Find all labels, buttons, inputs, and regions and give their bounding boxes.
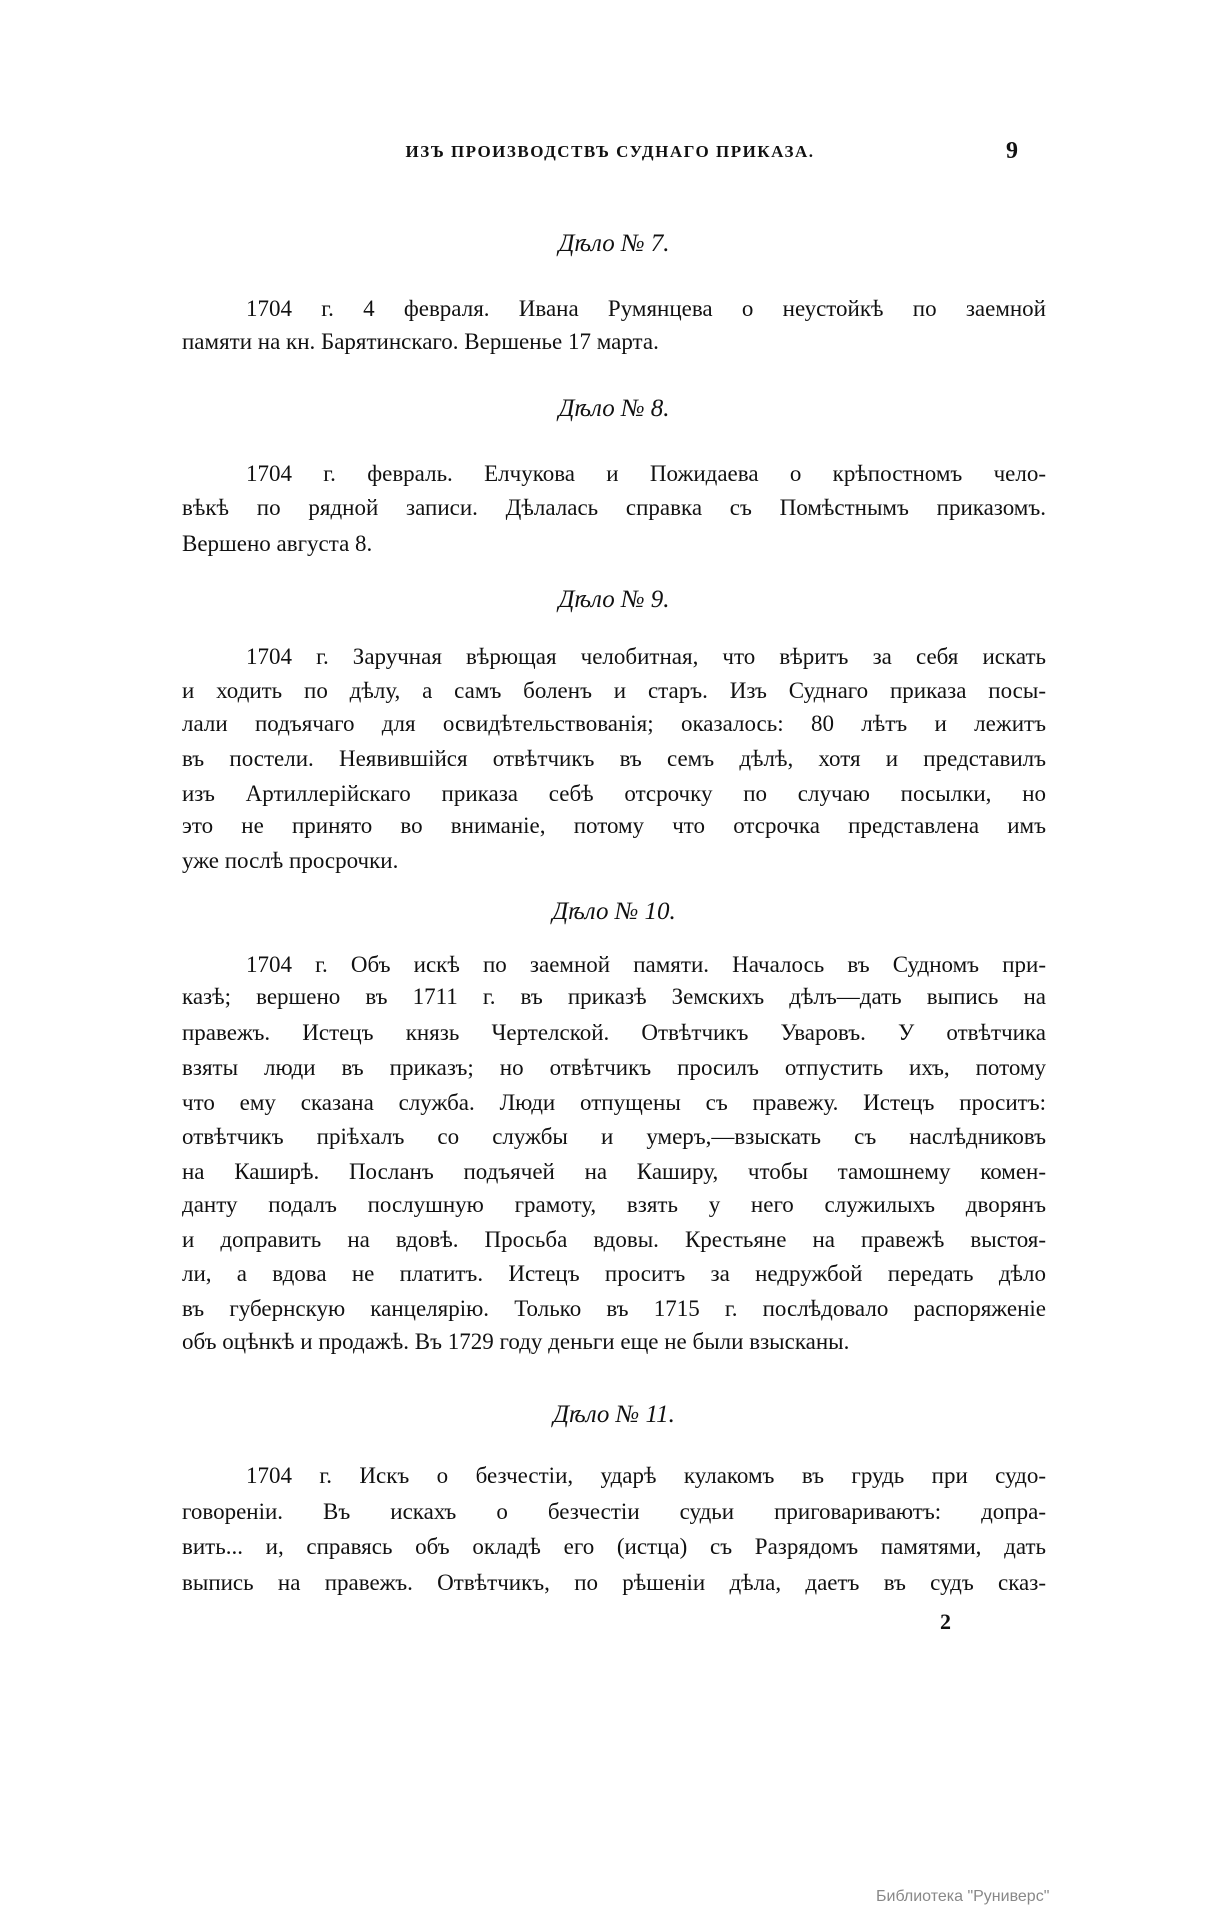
text-line: казѣ; вершено въ 1711 г. въ приказѣ Земскихъ дѣлъ—дать выпись на — [182, 984, 1046, 1009]
text-line: 1704 г. 4 февраля. Ивана Румянцева о неустойкѣ по заемной — [246, 296, 1046, 321]
text-line: изъ Артиллерійскаго приказа себѣ отсрочку по случаю посылки, но — [182, 781, 1046, 806]
text-line: вить... и, справясь объ окладѣ его (истца) съ Разрядомъ памятями, дать — [182, 1534, 1046, 1559]
text-line: правежъ. Истецъ князь Чертелской. Отвѣтчикъ Уваровъ. У отвѣтчика — [182, 1020, 1046, 1045]
text-line: что ему сказана служба. Люди отпущены съ правежу. Истецъ проситъ: — [182, 1090, 1046, 1115]
signature-mark: 2 — [940, 1609, 951, 1634]
text-line: и доправить на вдовѣ. Просьба вдовы. Крестьяне на правежѣ выстоя- — [182, 1227, 1046, 1252]
text-line: это не принято во вниманіе, потому что отсрочка представлена имъ — [182, 813, 1046, 838]
text-line: отвѣтчикъ пріѣхалъ со службы и умеръ,—взыскать съ наслѣдниковъ — [182, 1124, 1046, 1149]
text-line: выпись на правежъ. Отвѣтчикъ, по рѣшеніи дѣла, даетъ въ судъ сказ- — [182, 1570, 1046, 1595]
case-heading: Дѣло № 7. — [558, 230, 670, 257]
page-number: 9 — [1006, 138, 1018, 164]
case-heading: Дѣло № 10. — [552, 898, 676, 925]
case-heading: Дѣло № 9. — [558, 586, 670, 613]
text-line: 1704 г. Искъ о безчестіи, ударѣ кулакомъ въ грудь при судо- — [246, 1463, 1046, 1488]
watermark: Библиотека "Руниверс" — [876, 1888, 1050, 1905]
text-line: на Каширѣ. Посланъ подъячей на Каширу, чтобы тамошнему комен- — [182, 1159, 1046, 1184]
text-line: данту подалъ послушную грамоту, взять у него служилыхъ дворянъ — [182, 1192, 1046, 1217]
text-line: Вершено августа 8. — [182, 531, 373, 556]
text-line: 1704 г. Заручная вѣрющая челобитная, что вѣритъ за себя искать — [246, 644, 1046, 669]
text-line: 1704 г. февраль. Елчукова и Пожидаева о крѣпостномъ чело- — [246, 461, 1046, 486]
text-line: памяти на кн. Барятинскаго. Вершенье 17 марта. — [182, 329, 659, 354]
text-line: въ губернскую канцелярію. Только въ 1715 г. послѣдовало распоряженіе — [182, 1296, 1046, 1321]
text-line: и ходить по дѣлу, а самъ боленъ и старъ. Изъ Суднаго приказа посы- — [182, 678, 1046, 703]
case-heading: Дѣло № 8. — [558, 395, 670, 422]
text-line: уже послѣ просрочки. — [182, 848, 399, 873]
text-line: 1704 г. Объ искѣ по заемной памяти. Началось въ Судномъ при- — [246, 952, 1046, 977]
text-line: ли, а вдова не платитъ. Истецъ проситъ за недружбой передать дѣло — [182, 1261, 1046, 1286]
text-line: взяты люди въ приказъ; но отвѣтчикъ просилъ отпустить ихъ, потому — [182, 1055, 1046, 1080]
running-title: ИЗЪ ПРОИЗВОДСТВЪ СУДНАГО ПРИКАЗА. — [405, 142, 815, 161]
text-line: говореніи. Въ искахъ о безчестіи судьи приговариваютъ: допра- — [182, 1499, 1046, 1524]
text-line: въ постели. Неявившійся отвѣтчикъ въ семъ дѣлѣ, хотя и представилъ — [182, 746, 1046, 771]
text-line: вѣкѣ по рядной записи. Дѣлалась справка съ Помѣстнымъ приказомъ. — [182, 495, 1046, 520]
case-heading: Дѣло № 11. — [553, 1401, 675, 1428]
text-line: лали подъячаго для освидѣтельствованія; оказалось: 80 лѣтъ и лежитъ — [182, 711, 1046, 736]
text-line: объ оцѣнкѣ и продажѣ. Въ 1729 году деньги еще не были взысканы. — [182, 1329, 850, 1354]
